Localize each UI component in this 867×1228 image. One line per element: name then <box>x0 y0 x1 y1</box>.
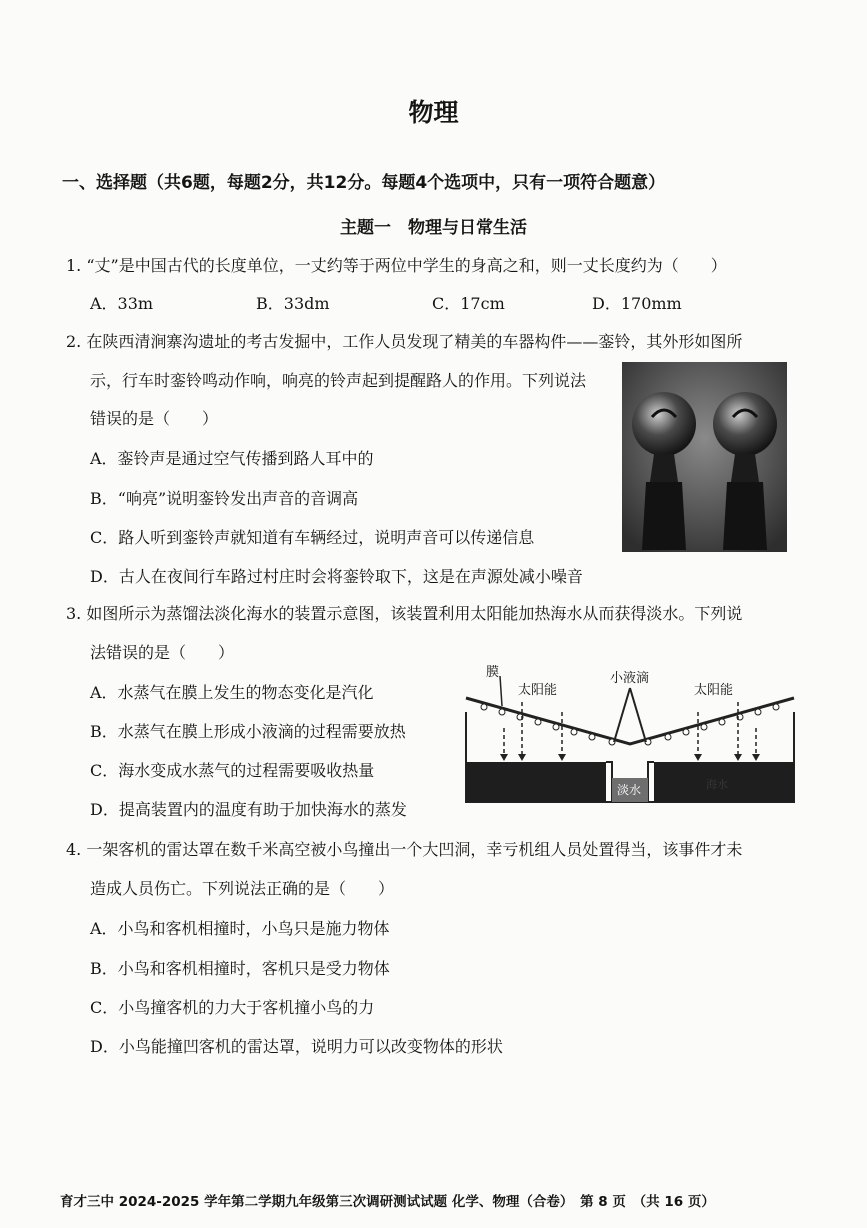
q3-option-b: B．水蒸气在膜上形成小液滴的过程需要放热 <box>90 722 406 741</box>
diagram-label-droplets: 小液滴 <box>610 671 650 686</box>
q4-option-c: C．小鸟撞客机的力大于客机撞小鸟的力 <box>90 998 375 1017</box>
diagram-label-sea-water: 海水 <box>706 778 728 791</box>
q4-option-b: B．小鸟和客机相撞时，客机只是受力物体 <box>90 959 390 978</box>
q1-option-a: A．33m <box>90 294 154 313</box>
diagram-label-sun-left: 太阳能 <box>518 683 558 698</box>
bell-photo <box>622 362 787 552</box>
diagram-label-fresh-water: 淡水 <box>617 783 642 797</box>
q2-stem-line2: 示，行车时銮铃鸣动作响，响亮的铃声起到提醒路人的作用。下列说法 <box>90 371 587 390</box>
q3-option-a: A．水蒸气在膜上发生的物态变化是汽化 <box>90 683 374 702</box>
q3-option-d: D．提高装置内的温度有助于加快海水的蒸发 <box>90 800 407 819</box>
diagram-label-membrane: 膜 <box>486 665 500 680</box>
q3-stem-line2: 法错误的是（ ） <box>90 643 235 662</box>
q3-option-c: C．海水变成水蒸气的过程需要吸收热量 <box>90 761 375 780</box>
q2-stem-line3: 错误的是（ ） <box>90 409 219 428</box>
q4-stem-line1: 4. 一架客机的雷达罩在数千米高空被小鸟撞出一个大凹洞，幸亏机组人员处置得当，该事件才未 <box>66 840 743 859</box>
q1-option-d: D．170mm <box>592 294 682 313</box>
q2-option-c: C．路人听到銮铃声就知道有车辆经过，说明声音可以传递信息 <box>90 528 535 547</box>
distillation-diagram <box>462 662 798 804</box>
q1-stem: 1. “丈”是中国古代的长度单位，一丈约等于两位中学生的身高之和，则一丈长度约为（ ） <box>66 256 727 275</box>
q4-option-d: D．小鸟能撞凹客机的雷达罩，说明力可以改变物体的形状 <box>90 1037 503 1056</box>
q4-option-a: A．小鸟和客机相撞时，小鸟只是施力物体 <box>90 919 390 938</box>
topic-heading: 主题一 物理与日常生活 <box>340 218 527 238</box>
q1-option-b: B．33dm <box>256 294 330 313</box>
q2-option-a: A．銮铃声是通过空气传播到路人耳中的 <box>90 449 374 468</box>
q4-stem-line2: 造成人员伤亡。下列说法正确的是（ ） <box>90 879 395 898</box>
q2-option-d: D．古人在夜间行车路过村庄时会将銮铃取下，这是在声源处减小噪音 <box>90 567 583 586</box>
page-title: 物理 <box>408 98 459 127</box>
q2-option-b: B．“响亮”说明銮铃发出声音的音调高 <box>90 489 359 508</box>
section-heading: 一、选择题（共6题，每题2分，共12分。每题4个选项中，只有一项符合题意） <box>62 173 666 193</box>
q1-option-c: C．17cm <box>432 294 505 313</box>
page-footer: 育才三中 2024-2025 学年第二学期九年级第三次调研测试试题 化学、物理（合卷） 第 8 页 （共 16 页） <box>60 1194 715 1210</box>
diagram-label-sun-right: 太阳能 <box>694 683 734 698</box>
q2-stem-line1: 2. 在陕西清涧寨沟遗址的考古发掘中，工作人员发现了精美的车器构件——銮铃，其外形如图所 <box>66 332 743 351</box>
q3-stem-line1: 3. 如图所示为蒸馏法淡化海水的装置示意图，该装置利用太阳能加热海水从而获得淡水。下列说 <box>66 604 743 623</box>
